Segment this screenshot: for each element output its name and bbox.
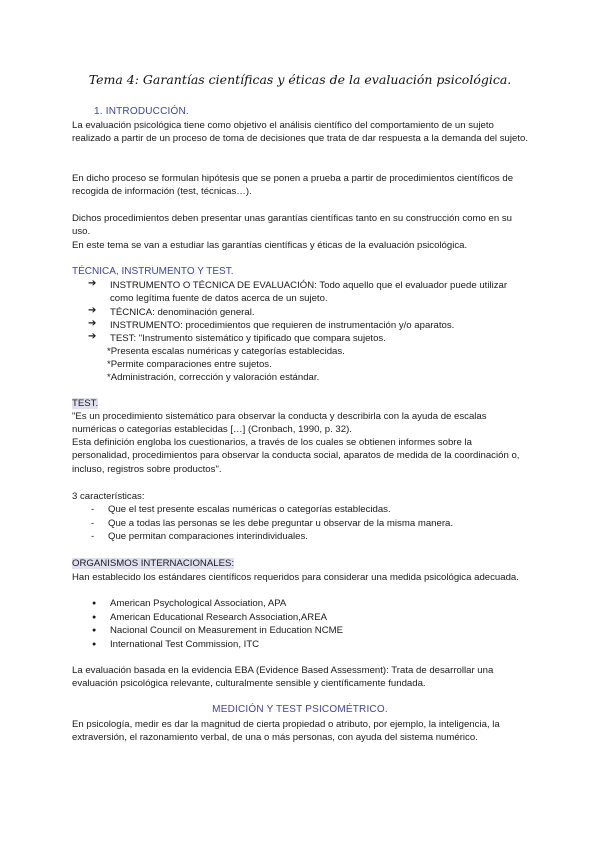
- organismo-item: International Test Commission, ITC: [110, 639, 260, 650]
- bullet-icon: ●: [92, 600, 97, 607]
- organismos-heading: ORGANISMOS INTERNACIONALES:: [72, 558, 235, 569]
- dash-bullet: -: [91, 504, 95, 515]
- intro-paragraph-3b: En este tema se van a estudiar las garantías científicas y éticas de la evaluación psicológica.: [72, 240, 468, 251]
- medicion-heading: MEDICIÓN Y TEST PSICOMÉTRICO.: [212, 704, 388, 715]
- intro-paragraph-2: En dicho proceso se formulan hipótesis que se ponen a prueba a partir de procedimientos científicos de recogida de información (test, técnicas…).: [72, 173, 514, 198]
- arrow-icon: ➔: [88, 305, 97, 316]
- document-title: Tema 4: Garantías científicas y éticas de la evaluación psicológica.: [88, 72, 512, 87]
- characteristic-item: Que permitan comparaciones interindividuales.: [108, 531, 308, 542]
- dash-bullet: -: [91, 531, 95, 542]
- organismo-item: Nacional Council on Measurement in Education NCME: [110, 625, 344, 636]
- arrow-icon: ➔: [88, 318, 97, 329]
- characteristic-item: Que a todas las personas se les debe preguntar u observar de la misma manera.: [108, 518, 454, 529]
- dash-bullet: -: [91, 518, 95, 529]
- test-definition: Esta definición engloba los cuestionarios, a través de los cuales se obtienen informes sobre la personalidad, procedimientos para observar la conducta social, aparatos de medida de la coordinación o, incluso, registros sobre productos".: [72, 437, 520, 475]
- arrow-icon: ➔: [88, 278, 97, 289]
- bullet-icon: ●: [92, 614, 97, 621]
- tecnica-item: TEST: "Instrumento sistemático y tipificado que compara sujetos.: [110, 333, 386, 344]
- characteristics-intro: 3 características:: [72, 491, 145, 502]
- intro-paragraph-3a: Dichos procedimientos deben presentar unas garantías científicas tanto en su construcción como en su uso.: [72, 213, 512, 238]
- arrow-icon: ➔: [88, 331, 97, 342]
- test-quote: "Es un procedimiento sistemático para observar la conducta y describirla con la ayuda de escalas numéricas o categorías establecidas […] (Cronbach, 1990, p. 32).: [72, 411, 487, 436]
- tecnica-item: INSTRUMENTO: procedimientos que requieren de instrumentación y/o aparatos.: [110, 320, 455, 331]
- organismos-intro: Han establecido los estándares científicos requeridos para considerar una medida psicológica adecuada.: [72, 572, 519, 583]
- test-heading: TEST.: [72, 398, 99, 409]
- intro-heading: 1. INTRODUCCIÓN.: [94, 106, 189, 117]
- medicion-paragraph: En psicología, medir es dar la magnitud de cierta propiedad o atributo, por ejemplo, la inteligencia, la extraversión, el razonamiento verbal, de una o más personas, con ayuda del sistema numérico.: [72, 719, 500, 744]
- eba-paragraph: La evaluación basada en la evidencia EBA (Evidence Based Assessment): Trata de desarrollar una evaluación psicológica relevante, culturalmente sensible y científicamente fundada.: [72, 665, 494, 690]
- bullet-icon: ●: [92, 627, 97, 634]
- tecnica-subitem: *Permite comparaciones entre sujetos.: [107, 359, 272, 370]
- organismo-item: American Educational Research Association,AREA: [110, 612, 328, 623]
- tecnica-subitem: *Presenta escalas numéricas y categorías establecidas.: [107, 346, 345, 357]
- characteristic-item: Que el test presente escalas numéricas o categorías establecidas.: [108, 504, 391, 515]
- organismo-item: American Psychological Association, APA: [110, 598, 287, 609]
- tecnica-item: INSTRUMENTO O TÉCNICA DE EVALUACIÓN: Todo aquello que el evaluador puede utilizar como legítima fuente de datos acerca de un sujeto.: [110, 280, 508, 305]
- bullet-icon: ●: [92, 641, 97, 648]
- intro-paragraph-1: La evaluación psicológica tiene como objetivo el análisis científico del comportamiento de un sujeto realizado a partir de un proceso de toma de decisiones que trata de dar respuesta a la demanda del sujeto.: [72, 120, 528, 145]
- tecnica-heading: TÉCNICA, INSTRUMENTO Y TEST.: [72, 266, 234, 277]
- tecnica-subitem: *Administración, corrección y valoración estándar.: [107, 372, 320, 383]
- tecnica-item: TÉCNICA: denominación general.: [110, 307, 255, 318]
